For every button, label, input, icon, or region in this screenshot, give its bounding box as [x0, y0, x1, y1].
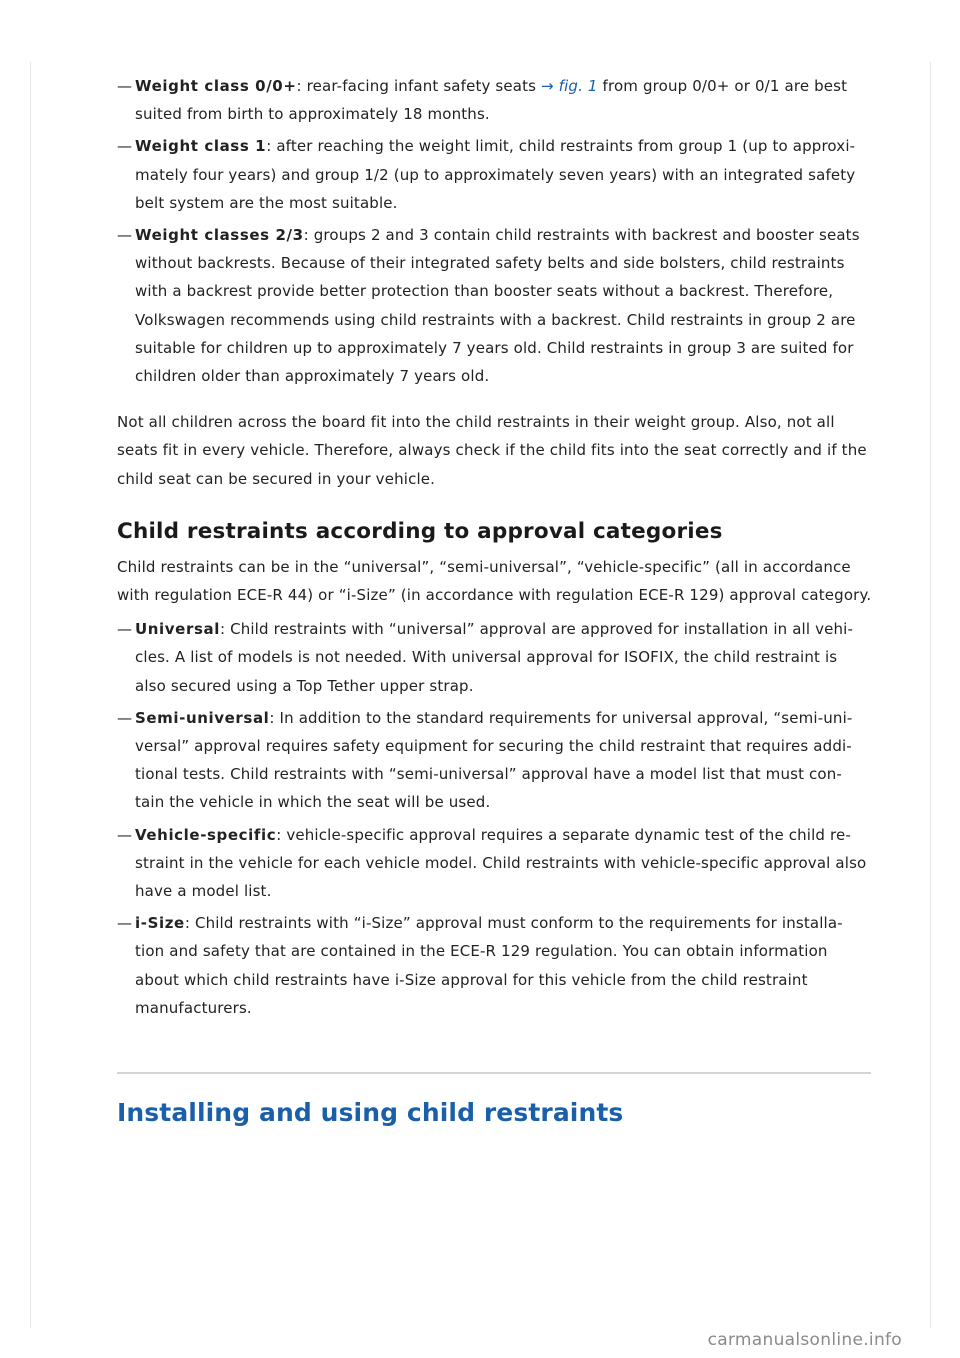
term-universal: Universal — [135, 620, 220, 639]
page-frame-right-line — [930, 62, 931, 1328]
section-heading-installing: Installing and using child restraints — [117, 1098, 624, 1127]
term-weight-classes-2-3: Weight classes 2/3 — [135, 226, 304, 245]
list-item-text: : rear-facing infant safety seats — [296, 77, 542, 95]
section-divider — [117, 1072, 871, 1074]
list-item-text: : Child restraints with “universal” approval are approved for installation in all vehi- cles. A list of models is not needed. With universal approval for ISOFIX, the child restraint is also secured using a Top Tether upper strap. — [135, 620, 854, 695]
term-semi-universal: Semi-universal — [135, 708, 270, 727]
fit-note-paragraph: Not all children across the board fit into the child restraints in their weight group. Also, not all seats fit in every vehicle. Therefore, always check if the child fits into the seat correctly and if the child seat can be secured in your vehicle. — [117, 413, 867, 488]
term-weight-class-1: Weight class 1 — [135, 137, 267, 156]
list-item-text: : after reaching the weight limit, child restraints from group 1 (up to approxi- mately four years) and group 1/2 (up to approximately seven years) with an integrated safety belt system are the most suitable. — [135, 137, 856, 212]
section-heading-approval: Child restraints according to approval categories — [117, 518, 723, 544]
list-item-text: from group 0/0+ or 0/1 are best suited from birth to approximately 18 months. — [135, 77, 848, 124]
page-content — [117, 72, 873, 1026]
term-vehicle-specific: Vehicle-specific — [135, 825, 277, 844]
list-dash: — — [117, 137, 133, 156]
site-watermark: carmanualsonline.info — [707, 1330, 902, 1350]
list-item-text: : groups 2 and 3 contain child restraints with backrest and booster seats without backrests. Because of their integrated safety belts and side bolsters, child restraints with a backrest provide better protection than booster seats without a backrest. Therefore, Volkswagen recommends using child restraints with a backrest. Child restraints in group 2 are suitable for children up to approximately 7 years old. Child restraints in group 3 are suited for children older than approximately 7 years old. — [135, 226, 860, 386]
list-item — [117, 821, 873, 906]
page-frame-left-line — [30, 62, 31, 1328]
term-i-size: i-Size — [135, 914, 185, 933]
figure-reference-link[interactable]: fig. 1 — [558, 77, 598, 95]
list-dash: — — [117, 825, 133, 844]
term-weight-class-0: Weight class 0/0+ — [135, 77, 297, 95]
list-item-text: : Child restraints with “i-Size” approval must conform to the requirements for installa- tion and safety that are contained in the ECE-R 129 regulation. You can obtain information about which child restraints have i-Size approval for this vehicle from the child restraint manufacturers. — [135, 914, 843, 1017]
list-dash: — — [117, 226, 133, 245]
list-dash: — — [117, 708, 133, 727]
list-item — [117, 909, 873, 1022]
list-dash: — — [117, 914, 133, 933]
list-item — [117, 615, 873, 700]
list-item — [117, 704, 873, 817]
arrow-right-icon: → — [541, 77, 554, 95]
list-item — [117, 72, 873, 128]
list-dash: — — [117, 620, 133, 639]
list-item — [117, 221, 873, 390]
list-dash: — — [117, 77, 133, 95]
list-item — [117, 132, 873, 217]
list-item-text: : In addition to the standard requirements for universal approval, “semi-uni- versal” approval requires safety equipment for securing the child restraint that requires addi- tional tests. Child restraints with “semi-universal” approval have a model list that must con- tain the vehicle in which the seat will be used. — [135, 708, 853, 812]
approval-intro-paragraph: Child restraints can be in the “universal”, “semi-universal”, “vehicle-specific” (all in accordance with regulation ECE-R 44) or “i-Size” (in accordance with regulation ECE-R 129) approval category. — [117, 557, 872, 605]
list-item-text: : vehicle-specific approval requires a separate dynamic test of the child re- straint in the vehicle for each vehicle model. Child restraints with vehicle-specific approval also have a model list. — [135, 825, 867, 901]
